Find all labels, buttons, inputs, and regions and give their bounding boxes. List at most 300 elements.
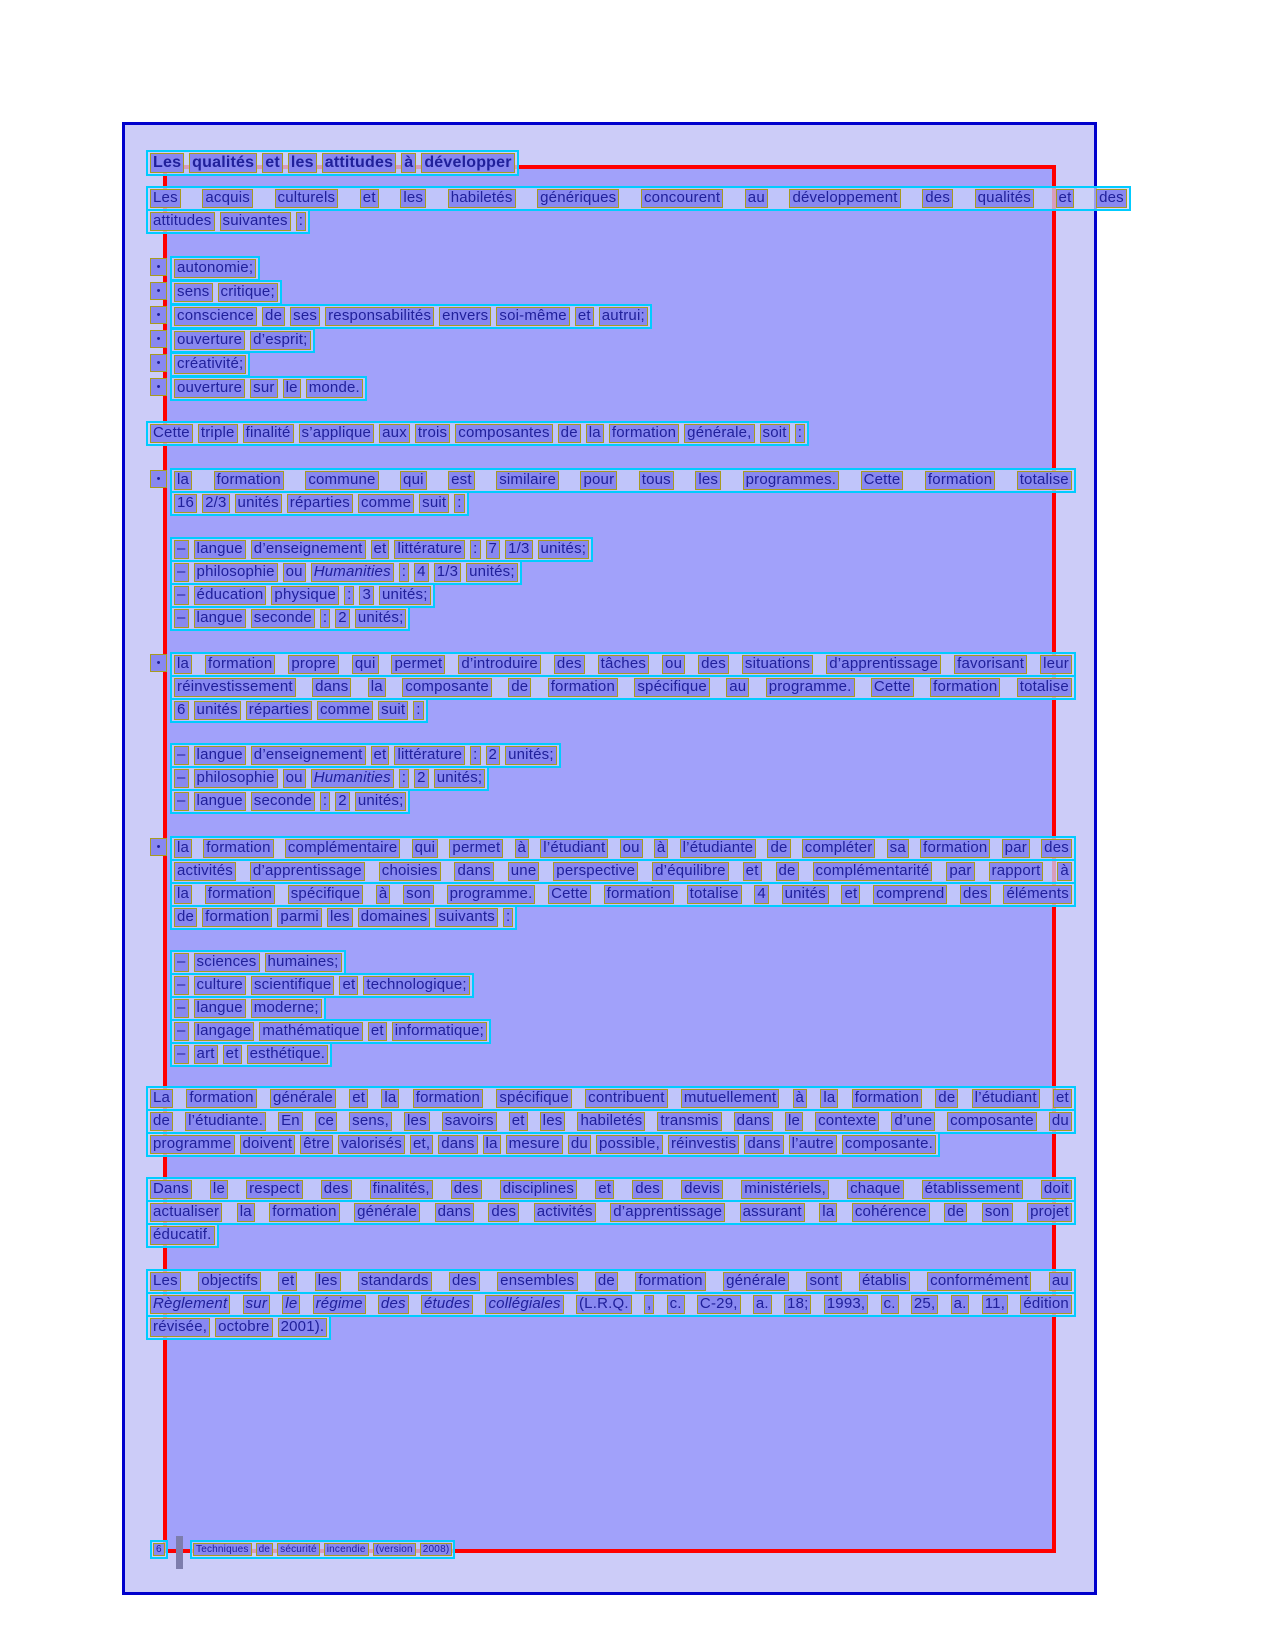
ocr-word: – [174, 1022, 189, 1041]
ocr-word: 7 [486, 540, 501, 559]
ocr-word: être [300, 1135, 333, 1154]
ocr-word: d’apprentissage [610, 1203, 725, 1222]
ocr-word: programmes. [743, 471, 840, 490]
ocr-word: aux [379, 424, 410, 443]
ocr-word: conformément [927, 1272, 1031, 1291]
ocr-word: l’étudiante [680, 839, 757, 858]
ocr-word: favorisant [954, 655, 1027, 674]
ocr-word: contribuent [585, 1089, 667, 1108]
ocr-word: 2001). [278, 1318, 328, 1337]
text-line [170, 352, 250, 377]
ocr-word: le [282, 1295, 300, 1314]
ocr-word: formation [604, 885, 674, 904]
ocr-word: : [320, 609, 330, 628]
ocr-word: leur [1040, 655, 1072, 674]
text-line [146, 1223, 219, 1248]
ocr-word: unités; [434, 769, 486, 788]
ocr-word: (version [373, 1543, 416, 1556]
ocr-word: son [982, 1203, 1013, 1222]
ocr-word: de [508, 678, 531, 697]
ocr-word: composante [402, 678, 492, 697]
ocr-word: – [174, 586, 189, 605]
footer-separator-bar [176, 1536, 183, 1569]
ocr-word: des [698, 655, 729, 674]
ocr-word: d’équilibre [652, 862, 729, 881]
ocr-word: les [315, 1272, 341, 1291]
text-line [146, 1109, 1076, 1134]
text-line [170, 996, 326, 1021]
ocr-word: sont [806, 1272, 841, 1291]
ocr-word: 11, [982, 1295, 1008, 1314]
text-line [170, 766, 489, 791]
ocr-word: formation [852, 1089, 922, 1108]
text-line [170, 328, 315, 353]
ocr-word: et [743, 862, 762, 881]
ocr-word: autrui; [599, 307, 648, 326]
ocr-word: collégiales [485, 1295, 563, 1314]
ocr-word: concourent [641, 189, 723, 208]
ocr-word: composante [947, 1112, 1037, 1131]
ocr-word: unités [235, 494, 282, 513]
ocr-word: établissement [922, 1180, 1023, 1199]
ocr-word: le [283, 379, 301, 398]
ocr-word: unités; [379, 586, 431, 605]
ocr-word: à [1057, 862, 1072, 881]
ocr-word: : [413, 701, 423, 720]
ocr-word: la [174, 655, 192, 674]
ocr-word: éléments [1003, 885, 1071, 904]
text-line [170, 468, 1076, 493]
ocr-word: octobre [215, 1318, 272, 1337]
ocr-word: complémentaire [285, 839, 401, 858]
ocr-word: ou [283, 769, 306, 788]
ocr-word: Techniques [193, 1543, 252, 1556]
ocr-word: et [575, 307, 594, 326]
ocr-word: autonomie; [174, 259, 256, 278]
ocr-word: : [320, 792, 330, 811]
ocr-word: envers [439, 307, 491, 326]
ocr-word: qui [400, 471, 427, 490]
ocr-word: attitudes [322, 153, 396, 173]
ocr-word: ouverture [174, 379, 245, 398]
ocr-word: devis [681, 1180, 723, 1199]
text-line [170, 698, 428, 723]
ocr-word: finalités, [370, 1180, 433, 1199]
ocr-word: formation [214, 471, 284, 490]
bullet-marker: • [150, 306, 167, 324]
ocr-word: du [1049, 1112, 1072, 1131]
ocr-word: des [1041, 839, 1072, 858]
footer-page-number [150, 1540, 168, 1559]
ocr-word: , [644, 1295, 654, 1314]
ocr-word: propre [288, 655, 339, 674]
ocr-word: développer [421, 153, 514, 173]
ocr-word: esthétique. [247, 1045, 329, 1064]
ocr-word: éducation [194, 586, 267, 605]
ocr-word: la [819, 1203, 837, 1222]
ocr-word: 4 [754, 885, 769, 904]
ocr-word: dans [435, 1203, 474, 1222]
ocr-word: formation [920, 839, 990, 858]
ocr-word: de [776, 862, 799, 881]
ocr-word: les [400, 189, 426, 208]
ocr-word: de [174, 908, 197, 927]
ocr-word: 2 [335, 609, 350, 628]
ocr-word: possible, [596, 1135, 663, 1154]
ocr-word: – [174, 540, 189, 559]
ocr-word: suit [419, 494, 449, 513]
ocr-word: au [745, 189, 768, 208]
ocr-word: Humanities [311, 769, 394, 788]
ocr-word: formation [203, 839, 273, 858]
text-line [170, 950, 346, 975]
ocr-word: à [376, 885, 391, 904]
ocr-word: la [174, 471, 192, 490]
text-line [146, 421, 809, 446]
bullet-marker: • [150, 470, 167, 488]
ocr-word: spécifique [634, 678, 710, 697]
text-line [146, 1292, 1076, 1317]
ocr-word: complémentarité [813, 862, 933, 881]
text-line [170, 537, 593, 562]
ocr-word: soit [760, 424, 790, 443]
ocr-word: philosophie [194, 769, 278, 788]
ocr-word: formation [930, 678, 1000, 697]
text-line [146, 186, 1131, 211]
ocr-word: la [381, 1089, 399, 1108]
text-line [170, 256, 260, 281]
ocr-word: dans [454, 862, 493, 881]
ocr-word: composantes [455, 424, 552, 443]
ocr-word: 1/3 [434, 563, 461, 582]
ocr-word: 25, [911, 1295, 938, 1314]
ocr-word: (L.R.Q. [576, 1295, 632, 1314]
ocr-word: : [470, 540, 480, 559]
ocr-word: habiletés [448, 189, 516, 208]
ocr-word: seconde [251, 609, 315, 628]
ocr-word: domaines [358, 908, 431, 927]
text-line [170, 652, 1076, 677]
ocr-word: du [568, 1135, 591, 1154]
text-line [146, 1086, 1076, 1111]
ocr-word: c. [881, 1295, 899, 1314]
bullet-marker: • [150, 654, 167, 672]
ocr-word: spécifique [496, 1089, 572, 1108]
ocr-word: formation [925, 471, 995, 490]
text-line [170, 836, 1076, 861]
ocr-word: générale [270, 1089, 336, 1108]
text-line [146, 209, 310, 234]
ocr-word: chaque [847, 1180, 903, 1199]
ocr-word: ses [290, 307, 320, 326]
ocr-word: langue [194, 999, 246, 1018]
ocr-word: développement [789, 189, 900, 208]
ocr-word: créativité; [174, 355, 246, 374]
ocr-word: physique [271, 586, 339, 605]
ocr-word: et [262, 153, 283, 173]
ocr-word: qui [352, 655, 379, 674]
ocr-word: – [174, 999, 189, 1018]
ocr-word: langage [194, 1022, 255, 1041]
ocr-word: – [174, 609, 189, 628]
ocr-word: : [503, 908, 513, 927]
ocr-word: révisée, [150, 1318, 210, 1337]
ocr-word: par [946, 862, 974, 881]
ocr-word: totalise [1017, 678, 1072, 697]
ocr-word: ou [283, 563, 306, 582]
ocr-word: similaire [496, 471, 559, 490]
ocr-word: critique; [218, 283, 278, 302]
ocr-word: études [421, 1295, 473, 1314]
ocr-word: commune [305, 471, 378, 490]
ocr-word: au [726, 678, 749, 697]
ocr-word: – [174, 1045, 189, 1064]
ocr-word: permet [391, 655, 445, 674]
ocr-word: littérature [394, 746, 465, 765]
ocr-word: comme [317, 701, 373, 720]
ocr-word: – [174, 976, 189, 995]
ocr-word: dans [734, 1112, 773, 1131]
ocr-word: par [1002, 839, 1030, 858]
ocr-word: et [360, 189, 379, 208]
ocr-word: totalise [687, 885, 742, 904]
ocr-word: tâches [598, 655, 649, 674]
ocr-word: : [399, 769, 409, 788]
text-line [170, 376, 367, 401]
ocr-word: des [632, 1180, 663, 1199]
ocr-word: cohérence [852, 1203, 930, 1222]
ocr-word: 2008) [420, 1543, 453, 1556]
ocr-word: situations [742, 655, 813, 674]
ocr-word: de [262, 307, 285, 326]
ocr-word: objectifs [198, 1272, 261, 1291]
ocr-word: et, [410, 1135, 433, 1154]
ocr-word: langue [194, 609, 246, 628]
ocr-word: d’apprentissage [826, 655, 941, 674]
ocr-word: Dans [150, 1180, 192, 1199]
ocr-word: programme. [766, 678, 855, 697]
ocr-word: et [278, 1272, 297, 1291]
ocr-word: sa [887, 839, 909, 858]
ocr-word: Règlement [150, 1295, 230, 1314]
ocr-word: valorisés [338, 1135, 405, 1154]
ocr-word: langue [194, 792, 246, 811]
ocr-word: unités [194, 701, 241, 720]
ocr-word: – [174, 746, 189, 765]
page-title-line [146, 150, 519, 176]
text-line [170, 491, 469, 516]
ocr-word: Cette [871, 678, 914, 697]
ocr-word: sur [243, 1295, 270, 1314]
ocr-word: de [256, 1543, 274, 1556]
text-line [170, 973, 474, 998]
ocr-word: composante. [842, 1135, 936, 1154]
ocr-word: formation [635, 1272, 705, 1291]
ocr-word: unités; [505, 746, 557, 765]
ocr-word: formation [205, 655, 275, 674]
ocr-word: éducatif. [150, 1226, 215, 1245]
ocr-word: et [509, 1112, 528, 1131]
ocr-word: technologique; [363, 976, 469, 995]
ocr-word: assurant [740, 1203, 805, 1222]
ocr-word: attitudes [150, 212, 215, 231]
ocr-word: 1/3 [505, 540, 532, 559]
ocr-word: habiletés [577, 1112, 645, 1131]
text-line [170, 304, 652, 329]
ocr-word: 2 [486, 746, 501, 765]
ocr-word: langue [194, 746, 246, 765]
text-line [170, 743, 561, 768]
ocr-word: actualiser [150, 1203, 222, 1222]
text-line [170, 1019, 491, 1044]
ocr-word: 6 [174, 701, 189, 720]
ocr-word: permet [449, 839, 503, 858]
ocr-word: l’étudiant [540, 839, 608, 858]
text-line [170, 560, 522, 585]
ocr-word: respect [246, 1180, 303, 1199]
ocr-word: d’enseignement [251, 540, 366, 559]
ocr-word: activités [534, 1203, 596, 1222]
ocr-word: 1993, [824, 1295, 869, 1314]
ocr-word: de [150, 1112, 173, 1131]
ocr-word: ensembles [497, 1272, 577, 1291]
ocr-word: informatique; [392, 1022, 487, 1041]
text-line [170, 882, 1076, 907]
ocr-word: des [451, 1180, 482, 1199]
ocr-word: unités; [355, 609, 407, 628]
ocr-word: et [368, 1022, 387, 1041]
ocr-word: sur [250, 379, 277, 398]
ocr-word: formation [413, 1089, 483, 1108]
ocr-word: 6 [153, 1543, 165, 1556]
text-line [146, 1132, 940, 1157]
ocr-word: au [1049, 1272, 1072, 1291]
ocr-word: trois [415, 424, 450, 443]
ocr-word: humaines; [265, 953, 342, 972]
ocr-word: s’applique [299, 424, 375, 443]
ocr-word: culture [194, 976, 246, 995]
ocr-word: contexte [815, 1112, 879, 1131]
ocr-word: la [586, 424, 604, 443]
ocr-word: dans [312, 678, 351, 697]
ocr-word: Humanities [311, 563, 394, 582]
ocr-word: – [174, 953, 189, 972]
ocr-word: à [654, 839, 669, 858]
ocr-word: monde. [306, 379, 363, 398]
ocr-word: à [793, 1089, 808, 1108]
ocr-word: 2 [335, 792, 350, 811]
ocr-word: comme [358, 494, 414, 513]
ocr-word: et [841, 885, 860, 904]
ocr-word: : [399, 563, 409, 582]
ocr-word: réparties [287, 494, 353, 513]
ocr-word: Cette [548, 885, 591, 904]
ocr-word: 2 [414, 769, 429, 788]
ocr-word: son [403, 885, 434, 904]
ocr-word: mathématique [259, 1022, 362, 1041]
ocr-word: générale [723, 1272, 789, 1291]
ocr-word: et [371, 746, 390, 765]
ocr-word: l’autre [789, 1135, 837, 1154]
text-line [146, 1269, 1076, 1294]
ocr-word: 16 [174, 494, 197, 513]
ocr-word: et [349, 1089, 368, 1108]
ocr-word: d’introduire [458, 655, 541, 674]
ocr-word: ce [315, 1112, 337, 1131]
ocr-word: parmi [277, 908, 322, 927]
ocr-word: la [237, 1203, 255, 1222]
ocr-word: disciplines [500, 1180, 577, 1199]
text-line [146, 1177, 1076, 1202]
ocr-word: des [378, 1295, 409, 1314]
ocr-word: des [1096, 189, 1127, 208]
ocr-word: une [508, 862, 540, 881]
ocr-word: de [595, 1272, 618, 1291]
ocr-word: choisies [379, 862, 441, 881]
ocr-word: ouverture [174, 331, 245, 350]
ocr-word: unités [782, 885, 829, 904]
text-line [170, 789, 410, 814]
ocr-word: : [454, 494, 464, 513]
ocr-word: la [174, 839, 192, 858]
ocr-word: qualités [975, 189, 1034, 208]
ocr-word: savoirs [442, 1112, 497, 1131]
ocr-word: ministériels, [741, 1180, 829, 1199]
text-line [170, 905, 517, 930]
ocr-word: d’une [891, 1112, 935, 1131]
ocr-word: sens [174, 283, 213, 302]
ocr-word: culturels [275, 189, 339, 208]
ocr-word: Cette [861, 471, 904, 490]
ocr-word: les [404, 1112, 430, 1131]
ocr-word: mesure [506, 1135, 563, 1154]
text-line [170, 280, 282, 305]
ocr-word: ou [662, 655, 685, 674]
ocr-word: langue [194, 540, 246, 559]
ocr-word: conscience [174, 307, 257, 326]
ocr-word: réinvestis [668, 1135, 739, 1154]
ocr-word: 3 [359, 586, 374, 605]
ocr-word: suivantes [220, 212, 291, 231]
bullet-marker: • [150, 354, 167, 372]
ocr-word: à [401, 153, 416, 173]
bullet-marker: • [150, 378, 167, 396]
ocr-word: formation [609, 424, 679, 443]
ocr-word: édition [1020, 1295, 1072, 1314]
ocr-word: : [795, 424, 805, 443]
text-line [170, 583, 435, 608]
ocr-word: génériques [537, 189, 619, 208]
ocr-word: standards [358, 1272, 432, 1291]
ocr-word: doivent [240, 1135, 296, 1154]
text-line [170, 606, 410, 631]
ocr-word: des [554, 655, 585, 674]
ocr-word: la [483, 1135, 501, 1154]
ocr-word: Les [150, 153, 184, 173]
ocr-word: formation [186, 1089, 256, 1108]
ocr-word: et [1056, 189, 1075, 208]
ocr-word: moderne; [251, 999, 322, 1018]
text-line [170, 675, 1076, 700]
footer-text [190, 1540, 455, 1559]
ocr-word: projet [1027, 1203, 1072, 1222]
ocr-word: transmis [657, 1112, 721, 1131]
ocr-word: – [174, 563, 189, 582]
ocr-word: qui [412, 839, 439, 858]
ocr-word: : [344, 586, 354, 605]
ocr-word: seconde [251, 792, 315, 811]
ocr-word: les [540, 1112, 566, 1131]
